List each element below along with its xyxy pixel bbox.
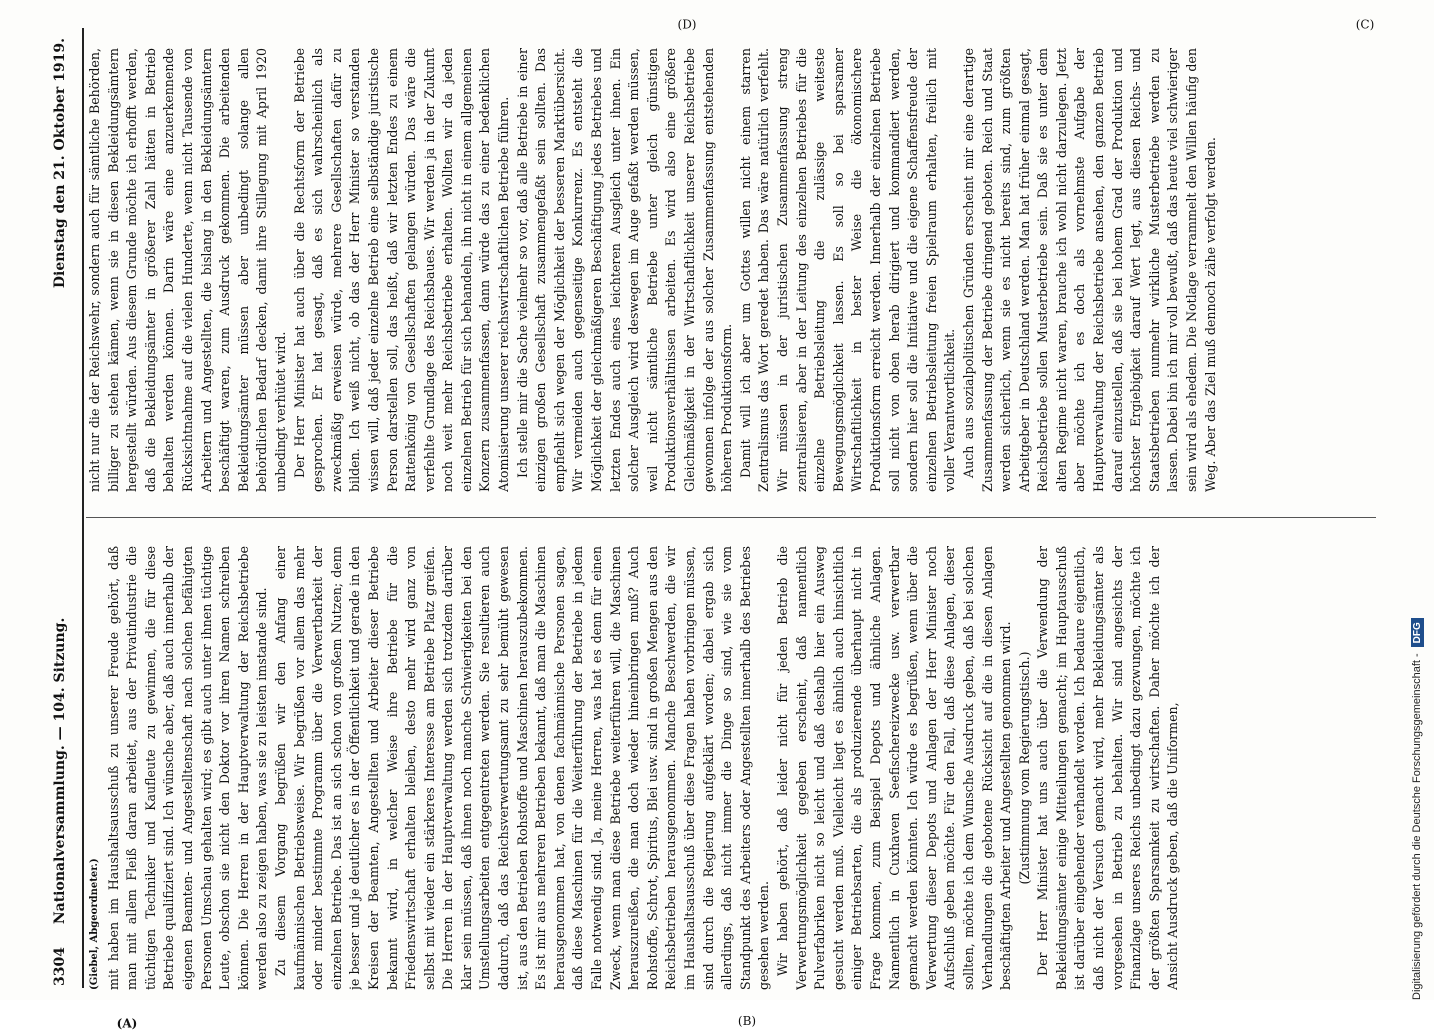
paragraph: Wir haben gehört, daß leider nicht für jeden Betrieb die Verwertungsmöglichkeit gegeben erscheint, daß namentlich Pulverfabriken nicht so leicht und daß deshalb hier ein Ausweg gesucht werden muß. Vielleicht liegt es ähnlich auch hinsichtlich einiger Betriebsarten, die als produzierende überhaupt nicht in Frage kommen, zum Beispiel Depots und ähnliche Anlagen. Namentlich in Cuxhaven Seefischereizwecke usw. verwertbar gemacht werden könnten. Ich würde es begrüßen, wenn über die Verwertung dieser Depots und Anlagen der Herr Minister noch Aufschluß geben möchte. Für den Fall, daß diese Anlagen, dieser sollten, möchte ich dem Wunsche Ausdruck geben, daß bei solchen Verhandlungen die gebotene Rücksicht auf die in diesen Anlagen beschäftigten Arbeiter und Angestellten genommen wird. xyxy=(774,546,1014,990)
credit-text: Digitalisierung gefördert durch die Deutsche Forschungsgemeinschaft - xyxy=(1411,653,1423,1000)
paragraph: Zu diesem Vorgang begrüßen wir den Anfang einer kaufmännischen Betriebsweise. Wir begrüßen vor allem das mehr oder minder bestimmte Programm über die Verwertbarkeit der einzelnen Betriebe. Das ist an sich schon von großem Nutzen; denn je besser und je deutlicher es in der Öffentlichkeit und gerade in den Kreisen der Beamten, Angestellten und Arbeiter dieser Betriebe bekannt wird, in welcher Weise ihre Betriebe für die Friedenswirtschaft erhalten bleiben, desto mehr wird ganz von selbst mit wieder ein stärkeres Interesse am Betriebe Platz greifen. Die Herren in der Hauptverwaltung werden sich trotzdem darüber klar sein müssen, daß ihnen noch manche Schwierigkeiten bei den Umstellungsarbeiten entgegentreten werden. Sie resultieren auch dadurch, daß das Reichsverwertungsamt zu sehr bemüht gewesen ist, aus den Betrieben Rohstoffe und Maschinen herauszubekommen. Es ist mir aus mehreren Betrieben bekannt, daß man die Maschinen herausgenommen hat, von denen fachmännische Personen sagen, daß diese Maschinen für die Weiterführung der Betriebe in jedem Falle notwendig sind. Ja, meine Herren, was hat es denn für einen Zweck, wenn man diese Betriebe weiterführen will, die Maschinen herauszureißen, die man doch wieder hineinbringen muß? Auch Rohstoffe, Schrot, Spiritus, Blei usw. sind in großen Mengen aus den Reichsbetrieben herausgenommen. Manche Beschwerden, die wir im Haushaltsausschuß über diese Fragen haben vorbringen müssen, sind durch die Regierung aufgeklärt worden; dabei ergab sich allerdings, daß nicht immer die Dinge so sind, wie sie vom Standpunkt des Arbeiters oder Angestellten innerhalb des Betriebes gesehen werden. xyxy=(272,546,772,990)
paragraph: nicht nur die der Reichswehr, sondern auch für sämtliche Behörden, billiger zu stehen kämen, wenn sie in diesen Bekleidungsämtern hergestellt würden. Aus diesem Grunde möchte ich erhofft werden, daß die Bekleidungsämter in größerer Zahl hätten in Betrieb behalten werden können. Darin wäre eine anzuerkennende Rücksichtnahme auf die vielen Hunderte, wenn nicht Tausende von Arbeitern und Angestellten, die bislang in den Bekleidungsämtern beschäftigt waren, zum Ausdruck gekommen. Die arbeitenden Bekleidungsämter müssen aber unbedingt solange allen behördlichen Bedarf decken, damit ihre Stillegung mit April 1920 unbedingt verhütet wird. xyxy=(87,48,288,492)
header-left xyxy=(52,566,76,986)
interjection: (Zustimmung vom Regierungstisch.) xyxy=(1016,651,1032,885)
page-number: 3304 xyxy=(52,947,68,986)
left-column xyxy=(86,546,1376,990)
paragraph: mit haben im Haushaltsausschuß zu unserer Freude gehört, daß man mit allem Fleiß daran arbeitet, aus der Privatindustrie die tüchtigen Techniker und Kaufleute zu gewinnen, die für diese Betriebe qualifiziert sind. Ich wünsche aber, daß auch innerhalb der eigenen Beamten- und Angestelltenschaft nach solchen befähigten Personen Umschau gehalten wird; es gibt auch unter ihnen tüchtige Leute, obschon sie nicht den Doktor vor ihren Namen schreiben können. Die Herren in der Hauptverwaltung der Reichsbetriebe werden also zu zeigen haben, was sie zu leisten imstande sind. xyxy=(105,546,270,990)
paragraph: Ich stelle mir die Sache vielmehr so vor, daß alle Betriebe in einer einzigen großen Gesellschaft zusammengefaßt sein sollten. Das empfiehlt sich wegen der Möglichkeit der besseren Marktübersicht. Wir vermeiden auch gegenseitige Konkurrenz. Es entsteht die Möglichkeit der gleichmäßigeren Beschäftigung jedes Betriebes und letzten Endes auch eines leichteren Ausgleich unter ihnen. Ein solcher Ausgleich wird deswegen im Auge gefaßt werden müssen, weil nicht sämtliche Betriebe unter gleich günstigen Produktionsverhältnissen arbeiten. Es wird also eine größere Gleichmäßigkeit in der Wirtschaftlichkeit unserer Reichsbetriebe gewonnen infolge der aus solcher Zusammenfassung entstehenden höheren Produktionsform. xyxy=(514,48,735,492)
right-column xyxy=(86,48,1376,492)
margin-marker-c: (C) xyxy=(1355,17,1375,32)
header-left-title: Nationalversammlung. — 104. Sitzung. xyxy=(52,617,68,925)
margin-marker-d: (D) xyxy=(677,17,697,32)
margin-marker-b: (B) xyxy=(737,1013,757,1028)
paragraph: Der Herr Minister hat uns auch über die Verwendung der Bekleidungsämter einige Mitteilungen gemacht; im Hauptausschuß ist darüber eingehender verhandelt worden. Ich bedaure eigentlich, daß nicht der Versuch gemacht wird, mehr Bekleidungsämter als vorgesehen in Betrieb zu behalten. Wir sind angesichts der Finanzlage unseres Reichs unbedingt dazu gezwungen, möchte ich der größten Sparsamkeit zu wirtschaften. Daher möchte ich der Ansicht Ausdruck geben, daß die Uniformen, xyxy=(1035,546,1181,990)
header-date: Dienstag den 21. Oktober 1919. xyxy=(52,38,68,289)
header-rule xyxy=(82,28,84,988)
margin-marker-a: (A) xyxy=(116,1016,138,1031)
paragraph: Der Herr Minister hat auch über die Rechtsform der Betriebe gesprochen. Er hat gesagt, daß es sich wahrscheinlich als zweckmäßig erweisen würde, mehrere Gesellschaften dafür zu bilden. Ich weiß nicht, ob das der Herr Minister so verstanden wissen will, daß jeder einzelne Betrieb eine selbständige juristische Person darstellen soll, das heißt, daß wir letzten Endes zu einem Rattenkönig von Gesellschaften gelangen würden. Das wäre die verfehlte Grundlage des Reichsbaues. Wir werden ja in der Zukunft noch weit mehr Reichsbetriebe erhalten. Wollten wir da jeden einzelnen Betrieb für sich behandeln, ihn nicht in einem allgemeinen Konzern zusammenfassen, dann würde das zu einer bedenklichen Atomisierung unserer reichswirtschaftlichen Betriebe führen. xyxy=(291,48,512,492)
dfg-logo: DFG xyxy=(1411,618,1424,647)
digitization-credit xyxy=(1404,10,1430,1000)
paragraph: Auch aus sozialpolitischen Gründen erscheint mir eine derartige Zusammenfassung der Betriebe dringend geboten. Reich und Staat werden sicherlich, wenn sie es nicht bereits sind, zum größten Arbeitgeber in Deutschland werden. Man hat früher einmal gesagt, Reichsbetriebe sollen Musterbetriebe sein. Daß sie es unter dem alten Regime nicht waren, brauche ich wohl nicht darzulegen. Jetzt aber möchte ich es doch als vornehmste Aufgabe der Hauptverwaltung der Reichsbetriebe ansehen, den ganzen Betrieb darauf einzustellen, daß sie bei hohem Grad der Produktion und höchster Ergiebigkeit darauf Wert legt, aus diesen Reichs- und Staatsbetrieben nunmehr wirkliche Musterbetriebe werden zu lassen. Dabei bin ich mir voll bewußt, daß das heute viel schwieriger sein wird als ehedem. Die Notlage verrammelt den Willen häufig den Weg. Aber das Ziel muß dennoch zähe verfolgt werden. xyxy=(960,48,1218,492)
column-divider xyxy=(86,517,1376,518)
paragraph: Damit will ich aber um Gottes willen nicht einem starren Zentralismus das Wort geredet haben. Das wäre natürlich verfehlt. Wir müssen in der juristischen Zusammenfassung streng zentralisieren, aber in der Leitung des einzelnen Betriebes für die einzelne Betriebsleitung die zulässige weiteste Bewegungsmöglichkeit lassen. Es soll so bei sparsamer Wirtschaftlichkeit in bester Weise die ökonomischere Produktionsform erreicht werden. Innerhalb der einzelnen Betriebe soll nicht von oben herab dirigiert und kommandiert werden, sondern hier soll die Initiative und die eigene Schaffensfreude der einzelnen Betriebsleitung freien Spielraum erhalten, freilich mit voller Verantwortlichkeit. xyxy=(737,48,958,492)
speaker-intro: (Giebel, Abgeordneter.) xyxy=(89,858,100,990)
